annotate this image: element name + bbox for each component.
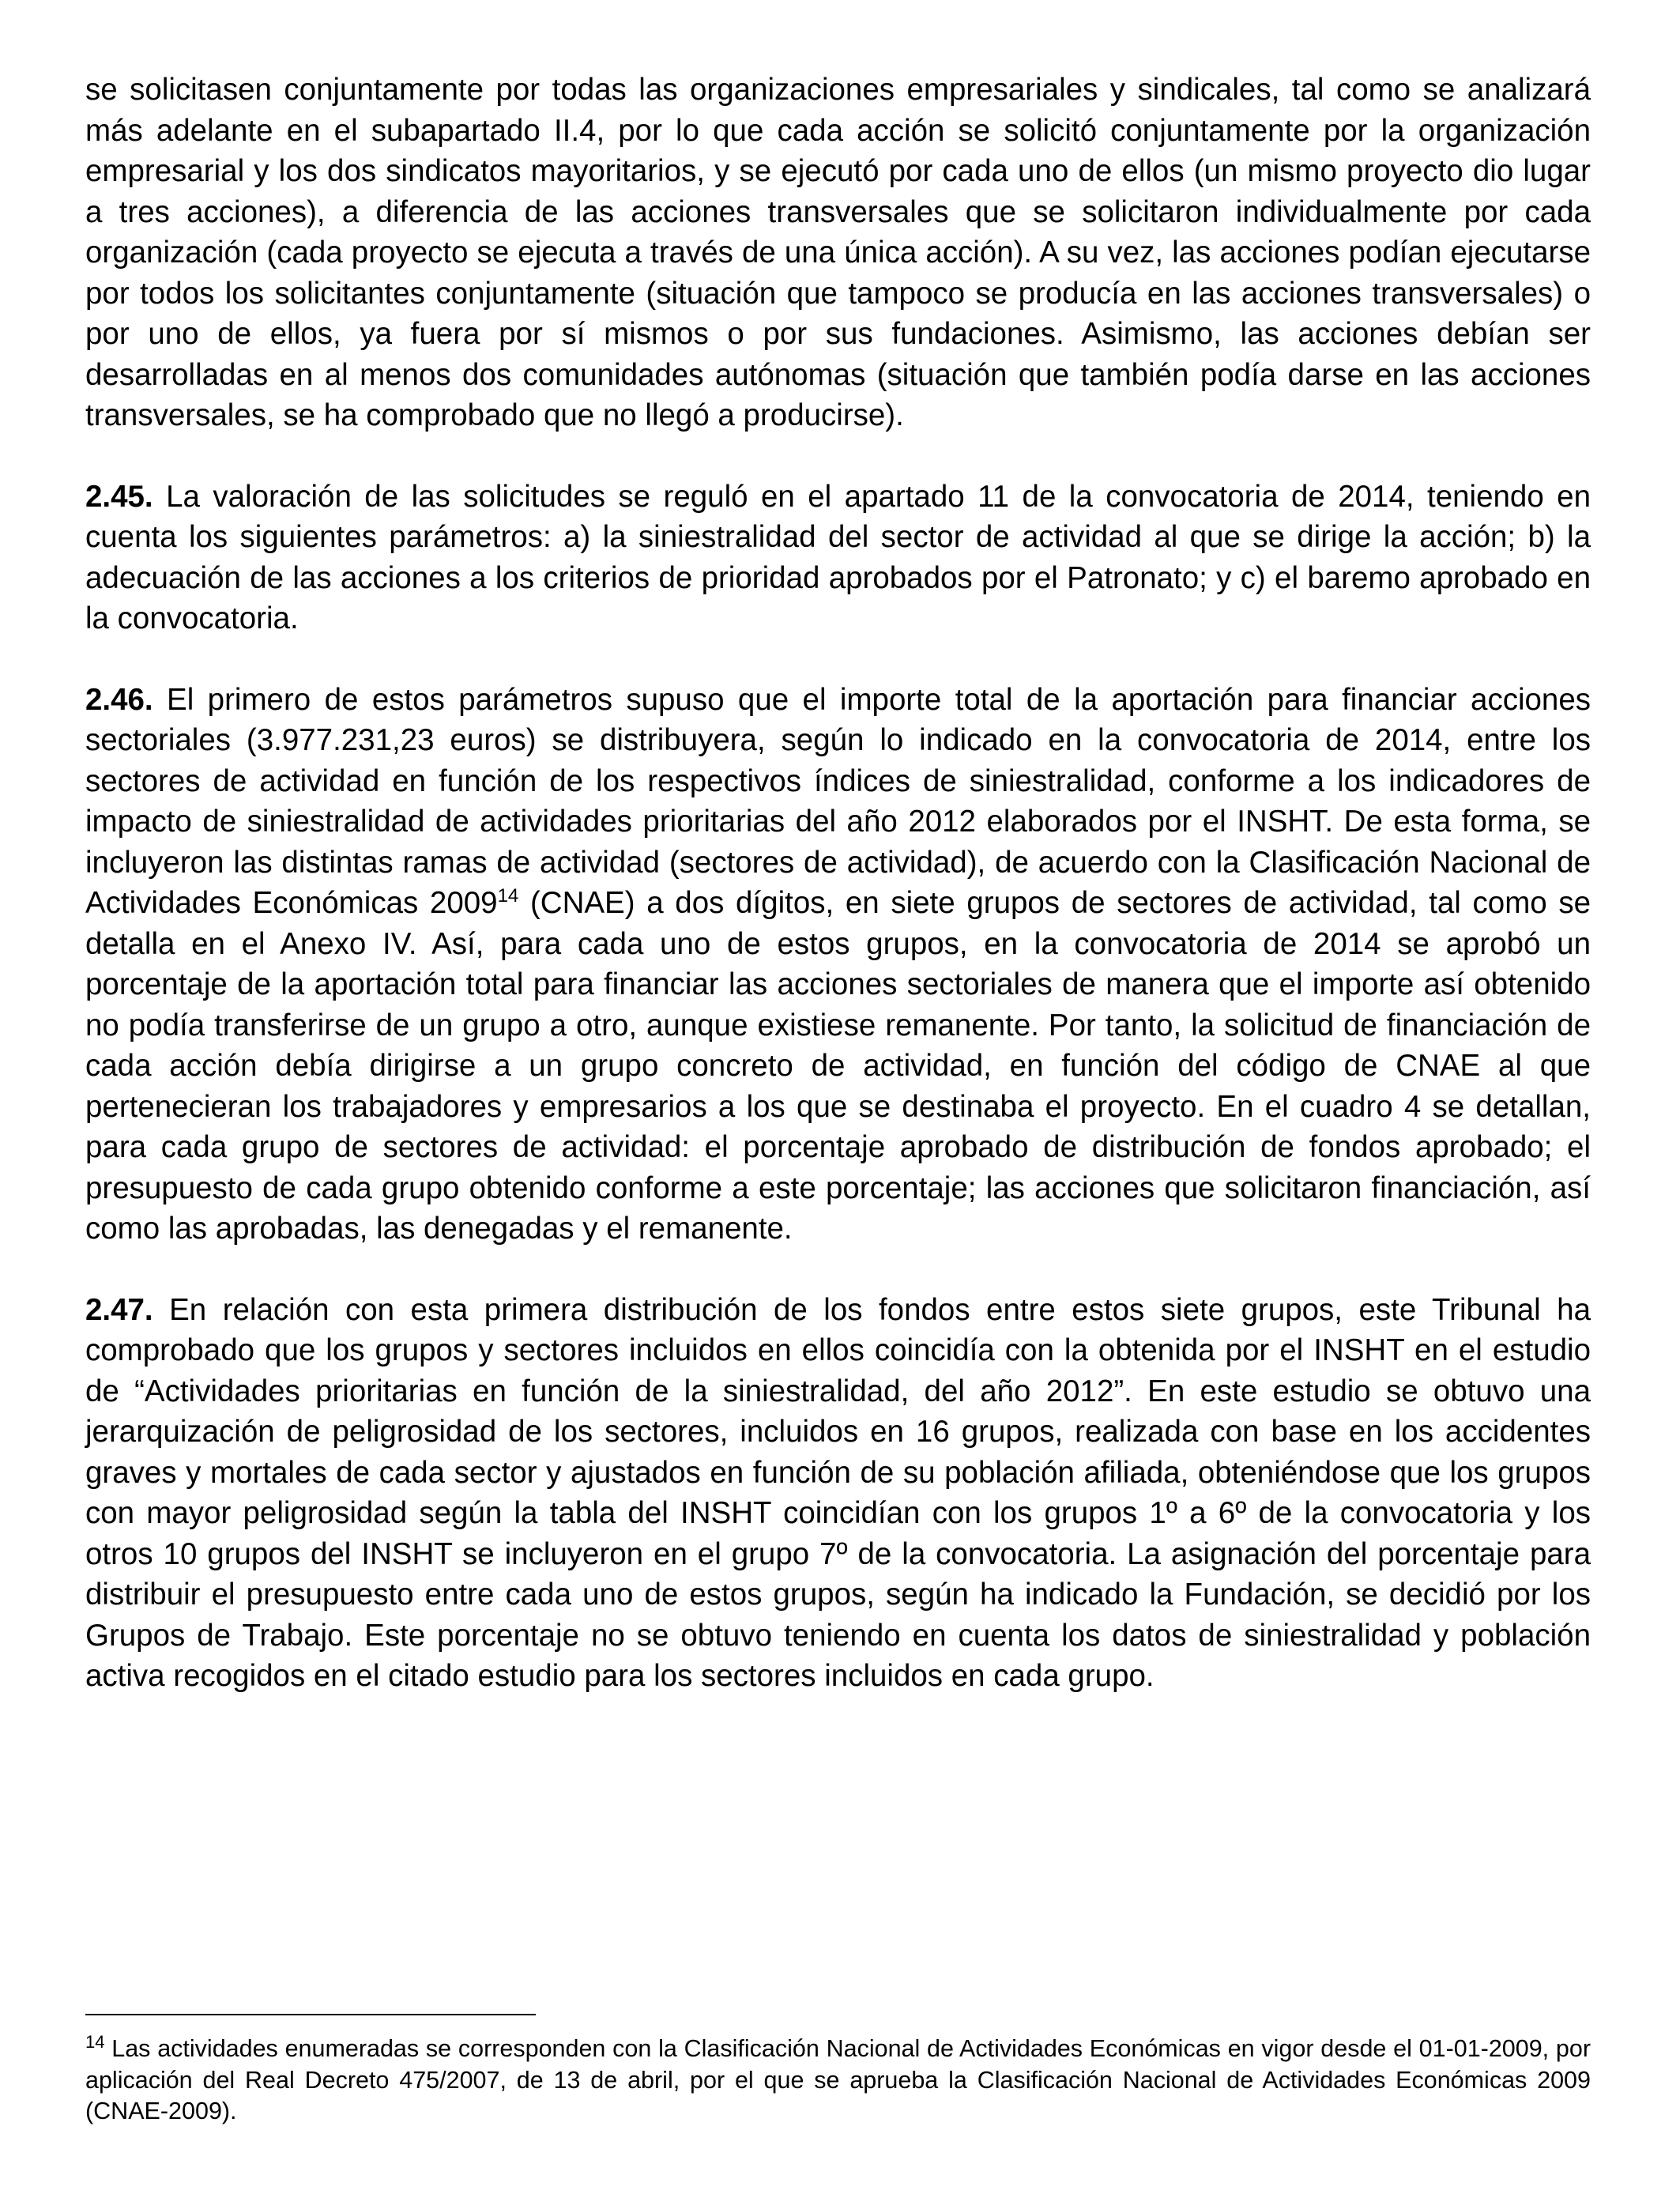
footnote-marker: 14 [85, 2031, 105, 2052]
footnote-reference[interactable]: 14 [497, 885, 519, 907]
paragraph-text: En relación con esta primera distribución de los fondos entre estos siete grupos, este Tribunal ha comprobado que los grupos y sectores incluidos en ellos coincidía con la obtenida por el INSHT en el estudio de “Actividades prioritarias en función de la siniestralidad, del año 2012”. En este estudio se obtuvo una jerarquización de peligrosidad de los sectores, incluidos en 16 grupos, realizada con base en los accidentes graves y mortales de cada sector y ajustados en función de su población afiliada, obteniéndose que los grupos con mayor peligrosidad según la tabla del INSHT coincidían con los grupos 1º a 6º de la convocatoria y los otros 10 grupos del INSHT se incluyeron en el grupo 7º de la convocatoria. La asignación del porcentaje para distribuir el presupuesto entre cada uno de estos grupos, según ha indicado la Fundación, se decidió por los Grupos de Trabajo. Este porcentaje no se obtuvo teniendo en cuenta los datos de siniestralidad y población activa recogidos en el citado estudio para los sectores incluidos en cada grupo. [85, 1292, 1591, 1693]
paragraph-2-47 [85, 1290, 1591, 1697]
footnote [85, 2031, 1591, 2128]
paragraph-text: El primero de estos parámetros supuso que el importe total de la aportación para financiar acciones sectoriales (3.977.231,23 euros) se distribuyera, según lo indicado en la convocatoria de 2014, entre los sectores de actividad en función de los respectivos índices de siniestralidad, conforme a los indicadores de impacto de siniestralidad de actividades prioritarias del año 2012 elaborados por el INSHT. De esta forma, se incluyeron las distintas ramas de actividad (sectores de actividad), de acuerdo con la Clasificación Nacional de Actividades Económicas 2009 [85, 682, 1591, 920]
paragraph-number: 2.45. [85, 479, 153, 514]
paragraph-2-46 [85, 680, 1591, 1250]
footnote-divider [85, 2014, 536, 2015]
paragraph-text: La valoración de las solicitudes se reguló en el apartado 11 de la convocatoria de 2014, teniendo en cuenta los siguientes parámetros: a) la siniestralidad del sector de actividad al que se dirige la acción; b) la adecuación de las acciones a los criterios de prioridad aprobados por el Patronato; y c) el baremo aprobado en la convocatoria. [85, 479, 1591, 635]
paragraph-number: 2.46. [85, 682, 153, 717]
paragraph-2-45 [85, 477, 1591, 639]
paragraph-continuation [85, 70, 1591, 436]
paragraph-number: 2.47. [85, 1292, 153, 1327]
paragraph-text: se solicitasen conjuntamente por todas las organizaciones empresariales y sindicales, tal como se analizará más adelante en el subapartado II.4, por lo que cada acción se solicitó conjuntamente por la organización empresarial y los dos sindicatos mayoritarios, y se ejecutó por cada uno de ellos (un mismo proyecto dio lugar a tres acciones), a diferencia de las acciones transversales que se solicitaron individualmente por cada organización (cada proyecto se ejecuta a través de una única acción). A su vez, las acciones podían ejecutarse por todos los solicitantes conjuntamente (situación que tampoco se producía en las acciones transversales) o por uno de ellos, ya fuera por sí mismos o por sus fundaciones. Asimismo, las acciones debían ser desarrolladas en al menos dos comunidades autónomas (situación que también podía darse en las acciones transversales, se ha comprobado que no llegó a producirse). [85, 73, 1591, 432]
document-body [85, 70, 1591, 1737]
footnote-text: Las actividades enumeradas se corresponden con la Clasificación Nacional de Actividades Económicas en vigor desde el 01-01-2009, por aplicación del Real Decreto 475/2007, de 13 de abril, por el que se aprueba la Clasificación Nacional de Actividades Económicas 2009 (CNAE-2009). [85, 2035, 1591, 2124]
paragraph-text-continued: (CNAE) a dos dígitos, en siete grupos de sectores de actividad, tal como se detalla en el Anexo IV. Así, para cada uno de estos grupos, en la convocatoria de 2014 se aprobó un porcentaje de la aportación total para financiar las acciones sectoriales de manera que el importe así obtenido no podía transferirse de un grupo a otro, aunque existiese remanente. Por tanto, la solicitud de financiación de cada acción debía dirigirse a un grupo concreto de actividad, en función del código de CNAE al que pertenecieran los trabajadores y empresarios a los que se destinaba el proyecto. En el cuadro 4 se detallan, para cada grupo de sectores de actividad: el porcentaje aprobado de distribución de fondos aprobado; el presupuesto de cada grupo obtenido conforme a este porcentaje; las acciones que solicitaron financiación, así como las aprobadas, las denegadas y el remanente. [85, 886, 1591, 1246]
